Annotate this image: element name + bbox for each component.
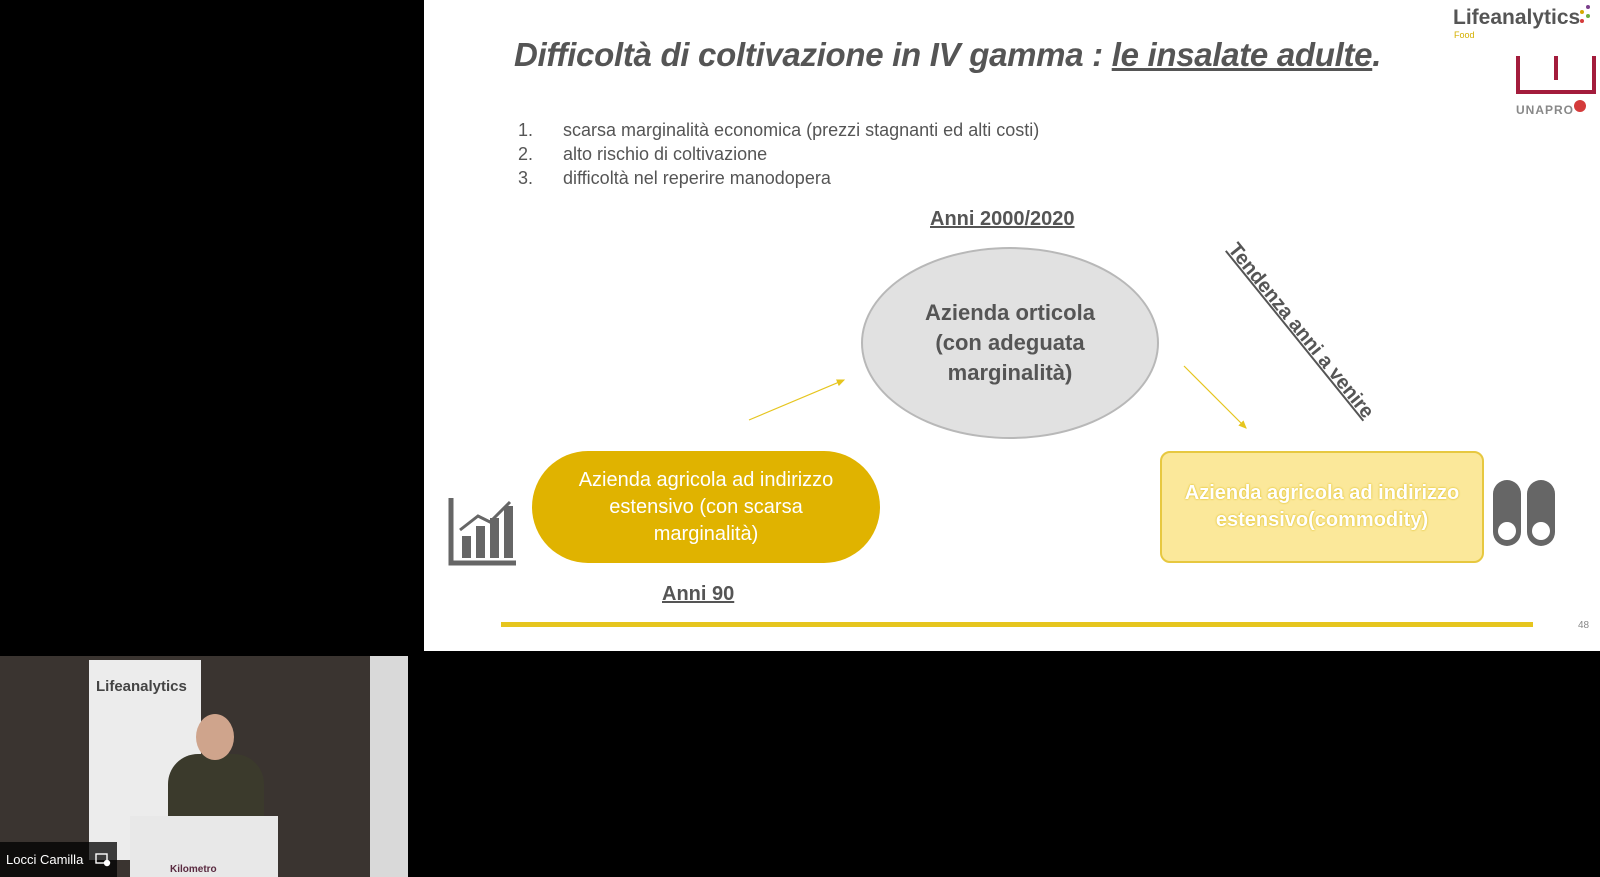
participant-name: Locci Camilla xyxy=(6,852,84,867)
lifeanalytics-logo: Lifeanalytics xyxy=(1453,6,1581,29)
lifeanalytics-logo-sub: Food xyxy=(1454,30,1475,40)
video-wall xyxy=(370,656,408,877)
slide-title: Difficoltà di coltivazione in IV gamma : le insalate adulte. xyxy=(514,36,1382,73)
podium-text: Kilometro xyxy=(170,864,217,875)
label-anni-2000-2020: Anni 2000/2020 xyxy=(930,208,1075,230)
participant-info-icon[interactable] xyxy=(95,853,111,867)
video-banner-brand: Lifeanalytics xyxy=(96,678,187,695)
slide-divider xyxy=(501,622,1533,627)
page-number: 48 xyxy=(1578,620,1590,631)
speaker-head xyxy=(196,714,234,760)
presentation-slide xyxy=(424,0,1600,651)
slippers-icon xyxy=(1491,478,1557,548)
bar-chart-icon xyxy=(448,496,518,566)
label-anni-90: Anni 90 xyxy=(662,583,735,605)
list-item: 1. scarsa marginalità economica (prezzi stagnanti ed alti costi) xyxy=(518,120,1040,140)
box-azienda-commodity: Azienda agricola ad indirizzo estensivo(commodity) xyxy=(1160,451,1484,563)
unapro-logo-text: UNAPRO xyxy=(1516,103,1575,117)
pill-azienda-estensivo: Azienda agricola ad indirizzo estensivo (con scarsa marginalità) xyxy=(532,451,880,563)
list-item: 2. alto rischio di coltivazione xyxy=(518,144,768,164)
list-item: 3. difficoltà nel reperire manodopera xyxy=(518,168,831,188)
participant-name-tag xyxy=(0,842,117,877)
ellipse-azienda-orticola: Azienda orticola (con adeguata marginalità) xyxy=(861,247,1159,439)
slide-title-underlined: le insalate adulte xyxy=(1111,36,1373,73)
trend-label: Tendenza anni a venire xyxy=(1223,238,1379,423)
